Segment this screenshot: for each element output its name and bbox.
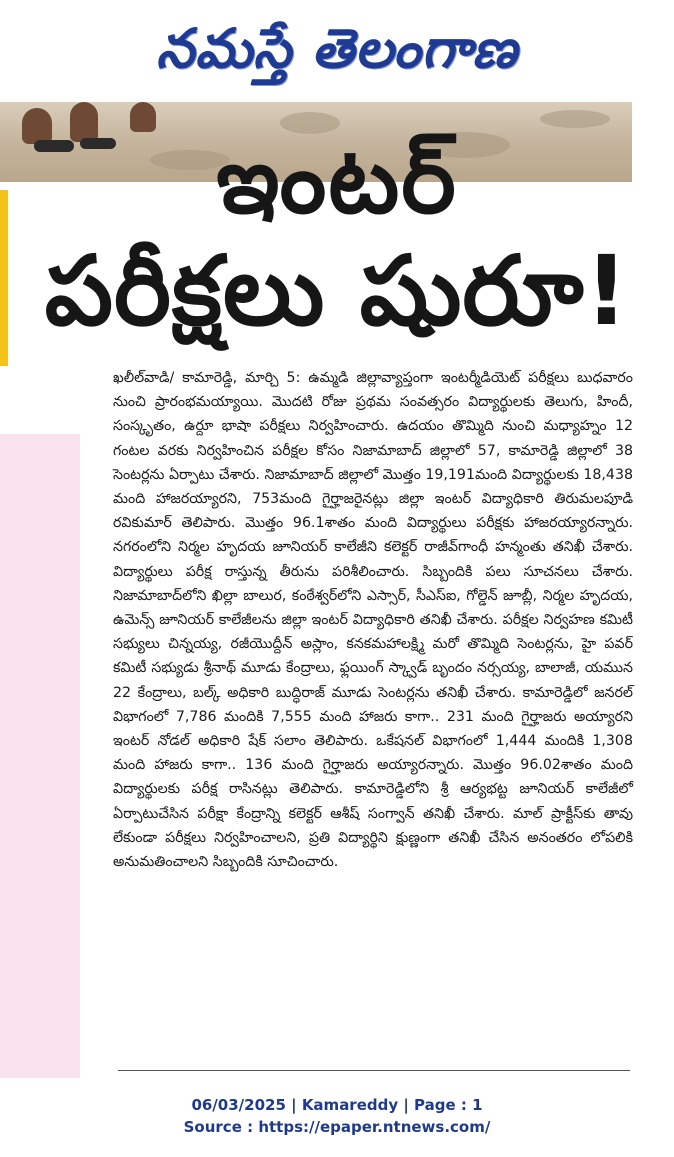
divider (118, 1070, 630, 1071)
masthead (0, 8, 674, 90)
article-body: ఖలీల్‌వాడి/ కామారెడ్డి, మార్చి 5: ఉమ్మడి జిల్లావ్యాప్తంగా ఇంటర్మీడియెట్ పరీక్షలు బుధవారం నుంచి ప్రారంభమయ్యాయి. మొదటి రోజు ప్రథమ సంవత్సరం విద్యార్థులకు తెలుగు, హిందీ, సంస్కృతం, ఉర్దూ భాషా పరీక్షలు నిర్వహించారు. ఉదయం తొమ్మిది నుంచి మధ్యాహ్నం 12 గంటల వరకు నిర్వహించిన పరీక్షల కోసం నిజామాబాద్ జిల్లాలో 57, కామారెడ్డి జిల్లాలో 38 సెంటర్లను ఏర్పాటు చేశారు. నిజామాబాద్ జిల్లాలో మొత్తం 19,191మంది విద్యార్థులకు 18,438 మంది హాజరయ్యారని, 753మంది గైర్హాజరైనట్లు జిల్లా ఇంటర్ విద్యాధికారి తిరుమలపూడి రవికుమార్ తెలిపారు. మొత్తం 96.1శాతం మంది విద్యార్థులు పరీక్షకు హాజరయ్యారన్నారు. నగరంలోని నిర్మల హృదయ జూనియర్ కాలేజీని కలెక్టర్ రాజీవ్‌గాంధీ హన్మంతు తనిఖీ చేశారు. విద్యార్థులు పరీక్ష రాస్తున్న తీరును పరిశీలించారు. సిబ్బందికి పలు సూచనలు చేశారు. నిజామాబాద్‌లోని ఖిల్లా బాలుర, కంఠేశ్వర్‌లోని ఎస్సార్, సీఎస్ఐ, గోల్డెన్ జూబ్లీ, నిర్మల హృదయ, ఉమెన్స్ జూనియర్ కాలేజీలను జిల్లా ఇంటర్ విద్యాధికారి తనిఖీ చేశారు. పరీక్షల నిర్వహణ కమిటీ సభ్యులు చిన్నయ్య, రజీయొద్దీన్ అస్లాం, కనకమహాలక్ష్మి మరో తొమ్మిది సెంటర్లను, హై పవర్ కమిటీ సభ్యుడు శ్రీనాథ్ మూడు కేంద్రాలు, ఫ్లయింగ్ స్క్వాడ్ బృందం నర్సయ్య, బాలాజీ, యమున 22 కేంద్రాలు, బల్క్ అధికారి బుద్ధిరాజ్ మూడు సెంటర్లను తనిఖీ చేశారు. కామారెడ్డిలో జనరల్ విభాగంలో 7,786 మందికి 7,555 మంది హాజరు కాగా.. 231 మంది గైర్హాజరు అయ్యారని ఇంటర్ నోడల్ అధికారి షేక్ సలాం తెలిపారు. ఒకేషనల్ విభాగంలో 1,444 మందికి 1,308 మంది హాజరు కాగా.. 136 మంది గైర్హాజరు అయ్యారన్నారు. మొత్తం 96.02శాతం మంది విద్యార్థులకు పరీక్ష రాసినట్లు తెలిపారు. కామారెడ్డిలోని శ్రీ ఆర్యభట్ట జూనియర్ కాలేజీలో ఏర్పాటుచేసిన పరీక్షా కేంద్రాన్ని కలెక్టర్ ఆశీష్ సంగ్వాన్ తనిఖీ చేశారు. మాల్ ప్రాక్టీస్‌కు తావు లేకుండా పరీక్షలు నిర్వహించాలని, ప్రతి విద్యార్థిని క్షుణ్ణంగా తనిఖీ చేసిన అనంతరం లోపలికి అనుమతించాలని సిబ్బందికి సూచించారు. (113, 370, 633, 871)
accent-bar-pink (0, 434, 80, 1078)
footer-dateline: 06/03/2025 | Kamareddy | Page : 1 (191, 1096, 483, 1114)
headline-line-2: పరీక్షలు షురూ! (44, 235, 630, 347)
newspaper-logo: నమస్తే తెలంగాణ (156, 17, 518, 80)
footer (0, 1094, 674, 1138)
headline (0, 128, 674, 348)
headline-line-1: ఇంటర్ (216, 127, 458, 234)
footer-source: Source : https://epaper.ntnews.com/ (183, 1118, 491, 1136)
